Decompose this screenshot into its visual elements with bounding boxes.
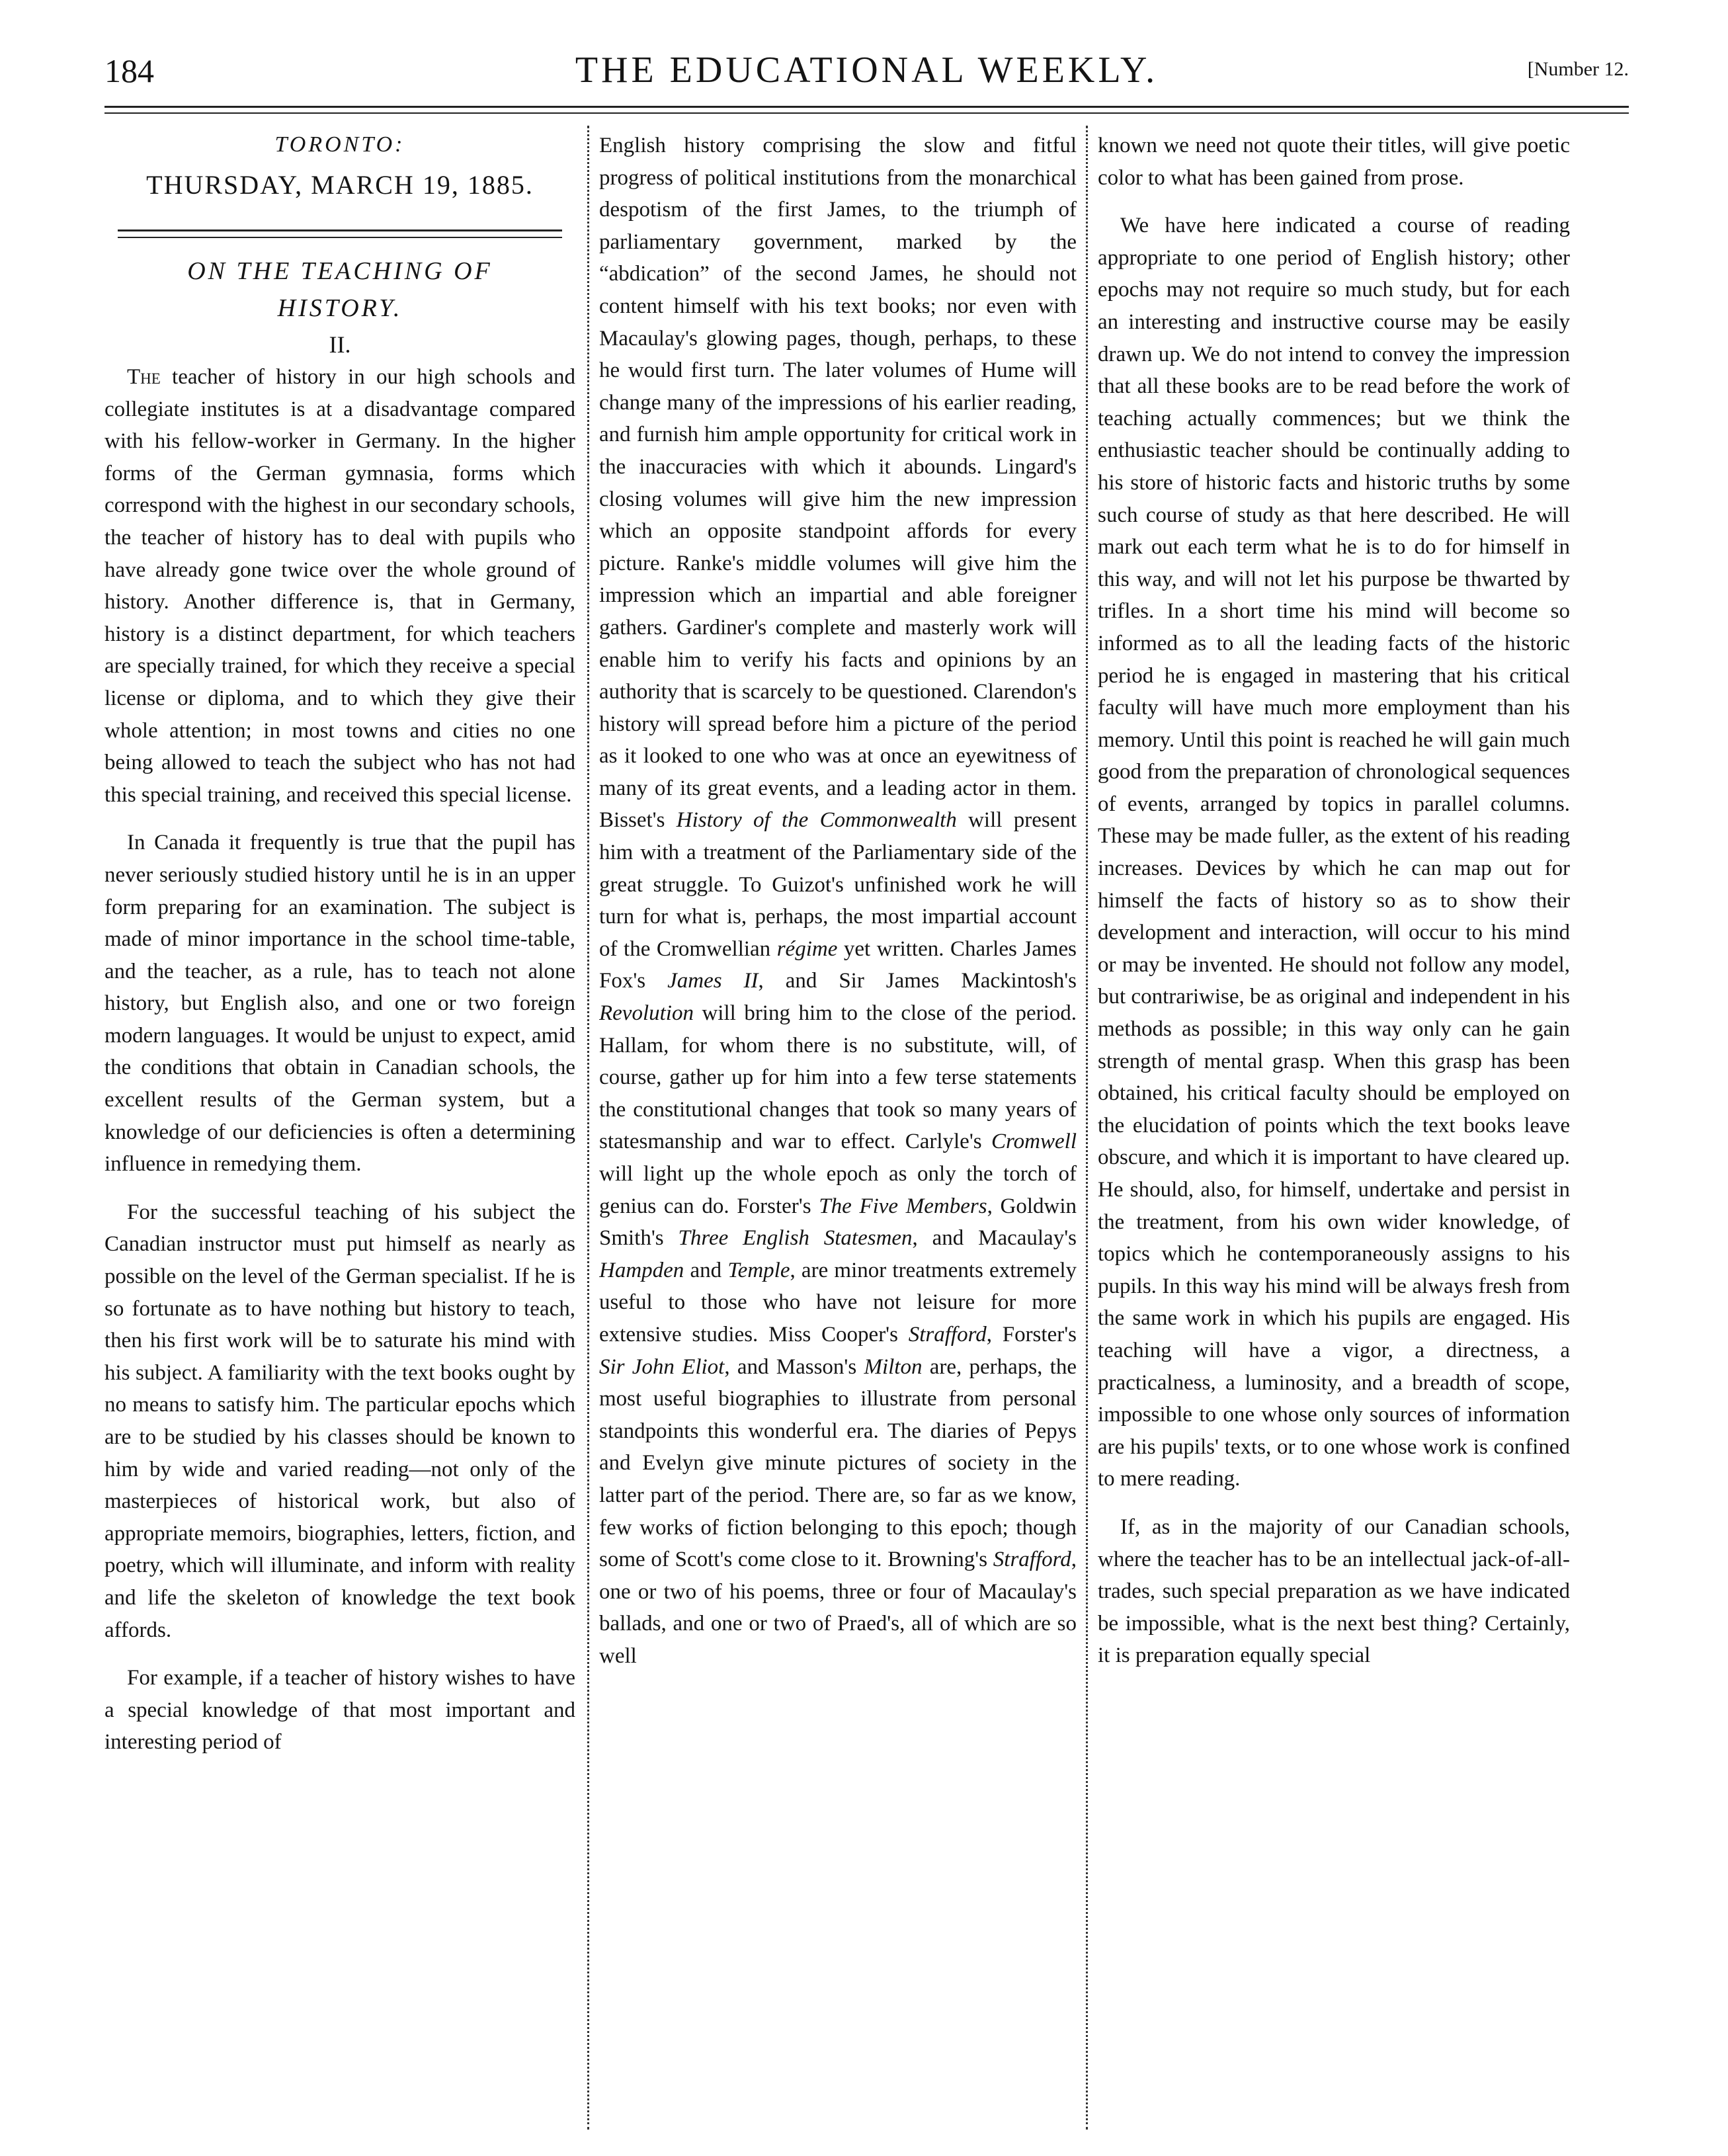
book-title: Temple (727, 1258, 790, 1282)
paragraph: In Canada it frequently is true that the pupil has never seriously studied history until he is in an upper form preparing for an examination. The subject is made of minor importance in the school time-table, and the teacher, as a rule, has to teach not alone history, but English also, and one or two foreign modern languages. It would be unjust to expect, amid the conditions that obtain in Canadian schools, the excellent results of the German system, but a knowledge of our deficiencies is often a determining influence in remedying them. (104, 831, 575, 1177)
issue-number: [Number 12. (1527, 58, 1629, 80)
column-divider (1086, 126, 1088, 2130)
book-title: Strafford (993, 1548, 1071, 1572)
page-number: 184 (104, 52, 154, 89)
book-title: Three English Statesmen (678, 1226, 913, 1251)
book-title: Strafford (908, 1322, 987, 1347)
section-rule (118, 229, 562, 238)
running-head (104, 46, 1629, 99)
book-title: History of the Commonwealth (676, 808, 957, 833)
paragraph: We have here indicated a course of reading appropriate to one period of English history; other epochs may not require so much study, but for each an interesting and instructive course may be easily drawn up. We do not intend to convey the impression that all these books are to be read before the work of teaching actually commences; but we think the enthusiastic teacher should be continually adding to his store of historic facts and historic truths by some such course of study as that here described. He will mark out each term what he is to do for himself in this way, and will not let his purpose be thwarted by trifles. In a short time his mind will become so informed as to all the leading facts of the historic period he is engaged in mastering that his critical faculty will have much more employment than his memory. Until this point is reached he will gain much good from the preparation of chronological sequences of events, arranged by topics in parallel columns. These may be made fuller, as the extent of his reading increases. Devices by which he can map out for himself the facts of history so as to show their development and interaction, will occur to his mind or may be invented. He should not follow any model, but contrariwise, be as original and independent in his methods as possible; in this way only can he gain strength of mental grasp. When this grasp has been obtained, his critical faculty should be employed on the elucidation of points which the text books leave obscure, and which it is important to have cleared up. He should, also, for himself, undertake and persist in the treatment, from his own wider knowledge, of topics which he contemporaneously assigns to his pupils. In this way his mind will be always fresh from the same work in which his pupils are engaged. His teaching will have a vigor, a directness, a practicalness, a luminosity, and a breadth of scope, impossible to one whose only sources of information are his pupils' texts, or to one whose work is confined to mere reading. (1098, 214, 1570, 1491)
paragraph: For example, if a teacher of history wishes to have a special knowledge of that most important and interesting period of (104, 1666, 575, 1755)
book-title: James II (667, 969, 759, 993)
column-1 (104, 130, 575, 2130)
column-3 (1098, 130, 1570, 2130)
book-title: Sir John Eliot (599, 1354, 725, 1379)
book-title: Cromwell (991, 1130, 1077, 1154)
paragraph: For the successful teaching of his subject the Canadian instructor must put himself as nearly as possible on the level of the German specialist. If he is so fortunate as to have nothing but history to teach, then his first work will be to saturate his mind with his subject. A familiarity with the text books ought by no means to satisfy him. The particular epochs which are to be studied by his classes should be known to him by wide and varied reading—not only of the masterpieces of historical work, but also of appropriate memoirs, biographies, letters, fiction, and poetry, which will illuminate, and inform with reality and life the skeleton of knowledge the text book affords. (104, 1200, 575, 1642)
book-title: Revolution (599, 1001, 694, 1026)
paragraph: known we need not quote their titles, will give poetic color to what has been gained from prose. (1098, 134, 1570, 190)
paragraph: If, as in the majority of our Canadian schools, where the teacher has to be an intellectual jack-of-all-trades, such special preparation as we have indicated be impossible, what is the next best thing? Certainly, it is preparation equally special (1098, 1514, 1570, 1668)
book-title: Hampden (599, 1258, 684, 1282)
article-title: ON THE TEACHING OF HISTORY. (187, 257, 493, 322)
column-divider (587, 126, 589, 2130)
paragraph: The teacher of history in our high schools and collegiate institutes is at a disadvantage compared with his fellow-worker in Germany. In the higher forms of the German gymnasia, forms which correspond with the highest in our secondary schools, the teacher of history has to deal with pupils who have already gone twice over the whole ground of history. Another difference is, that in Germany, history is a distinct department, for which teachers are specially trained, for which they receive a special license or diploma, and to which they give their whole attention; in most towns and cities no one being allowed to teach the subject who has not had this special training, and received this special license. (104, 365, 575, 807)
column-2 (599, 130, 1077, 2130)
journal-title: THE EDUCATIONAL WEEKLY. (575, 50, 1159, 91)
book-title: Milton (864, 1354, 923, 1379)
header-rule-secondary (104, 112, 1629, 114)
article-part: II. (329, 331, 351, 358)
foreign-word: régime (776, 936, 838, 961)
paragraph: English history comprising the slow and fitful progress of political institutions from the monarchical despotism of the first James, to the triumph of parliamentary government, marked by the “abdication” of the second James, he should not content himself with his text books; nor even with Macaulay's glowing pages, though, perhaps, to these he would first turn. The later volumes of Hume will change many of the impressions of his earlier reading, and furnish him ample opportunity for critical work in the inaccuracies with which it abounds. Lingard's closing volumes will give him the new impression which an opposite standpoint affords for every picture. Ranke's middle volumes will give him the impression which an impartial and able foreigner gathers. Gardiner's complete and masterly work will enable him to verify his facts and opinions by an authority that is scarcely to be questioned. Clarendon's history will spread before him a picture of the period as it looked to one who was at once an eyewitness of many of its great events, and a leading actor in them. Bisset's History of the Commonwealth will present him with a treatment of the Parliamentary side of the great struggle. To Guizot's unfinished work he will turn for what is, perhaps, the most impartial account of the Cromwellian régime yet written. Charles James Fox's James II, and Sir James Mackintosh's Revolution will bring him to the close of the period. Hallam, for whom there is no substitute, will, of course, gather up for him into a few terse statements the constitutional changes that took so many years of statesmanship and war to effect. Carlyle's Cromwell will light up the whole epoch as only the torch of genius can do. Forster's The Five Members, Goldwin Smith's Three English Statesmen, and Macaulay's Hampden and Temple, are minor treatments extremely useful to those who have not leisure for more extensive studies. Miss Cooper's Strafford, Forster's Sir John Eliot, and Masson's Milton are, perhaps, the most useful biographies to illustrate from personal standpoints this wonderful era. The diaries of Pepys and Evelyn give minute pictures of society in the latter part of the period. There are, so far as we know, few works of fiction belonging to this epoch; though some of Scott's come close to it. Browning's Strafford, one or two of his poems, three or four of Macaulay's ballads, and one or two of Praed's, all of which are so well (599, 134, 1077, 1668)
dateline-city: TORONTO: (274, 132, 405, 157)
dateline-date: THURSDAY, MARCH 19, 1885. (146, 170, 534, 200)
book-title: The Five Members (819, 1194, 987, 1218)
header-rule (104, 106, 1629, 108)
lead-word: The (127, 365, 161, 389)
